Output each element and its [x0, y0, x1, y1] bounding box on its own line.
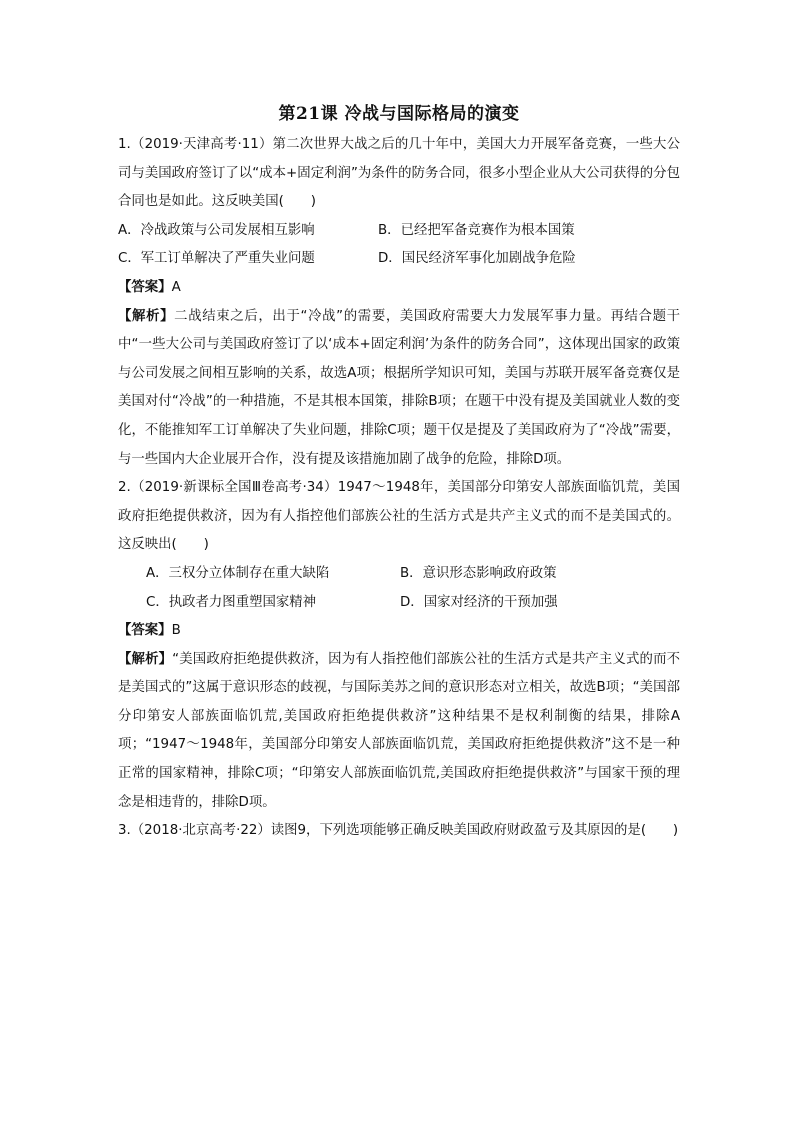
- question-1-option-d: D．国民经济军事化加剧战争危险: [378, 251, 576, 267]
- question-1-answer: [118, 274, 680, 303]
- question-1-options-row-2: [118, 245, 680, 274]
- question-2-stem: 2.（2019·新课标全国Ⅲ卷高考·34）1947～1948年，美国部分印第安人部族面临饥荒，美国政府拒绝提供救济，因为有人指控他们部族公社的生活方式是共产主义式的而不是美国式的。这反映出( ): [118, 480, 680, 553]
- question-2-options-row-2: [118, 589, 680, 618]
- answer-label: 【答案】: [118, 279, 172, 295]
- question-2-option-c: C．执政者力图重塑国家精神: [146, 594, 317, 610]
- question-2-options-row-1: [118, 560, 680, 589]
- analysis-text: “美国政府拒绝提供救济，因为有人指控他们部族公社的生活方式是共产主义式的而不是美国式的”这属于意识形态的歧视，与国际美苏之间的意识形态对立相关，故选B项；“美国部分印第安人部族面临饥荒,美国政府拒绝提供救济”这种结果不是权利制衡的结果，排除A项；“1947～1948年，美国部分印第安人部族面临饥荒，美国政府拒绝提供救济”这不是一种正常的国家精神，排除C项；“印第安人部族面临饥荒,美国政府拒绝提供救济”与国家干预的理念是相违背的，排除D项。: [118, 651, 681, 810]
- analysis-label: 【解析】: [118, 308, 175, 324]
- document-page: [118, 100, 680, 846]
- question-1-options-row-1: [118, 217, 680, 246]
- question-1-analysis: [118, 303, 680, 475]
- answer-value: A: [171, 279, 181, 295]
- question-2-analysis: [118, 646, 680, 818]
- question-1-option-a: A．冷战政策与公司发展相互影响: [118, 222, 315, 238]
- question-2-option-d: D．国家对经济的干预加强: [400, 594, 558, 610]
- question-3-stem: 3.（2018·北京高考·22）读图9，下列选项能够正确反映美国政府财政盈亏及其原因的是( ): [118, 823, 679, 839]
- question-2-answer: [118, 617, 680, 646]
- question-2-option-b: B．意识形态影响政府政策: [400, 565, 557, 581]
- question-1-option-c: C．军工订单解决了严重失业问题: [118, 251, 315, 267]
- analysis-text: 二战结束之后，出于“冷战”的需要，美国政府需要大力发展军事力量。再结合题干中“一些大公司与美国政府签订了以‘成本+固定利润’为条件的防务合同”，这体现出国家的政策与公司发展之间相互影响的关系，故选A项；根据所学知识可知，美国与苏联开展军备竞赛仅是美国对付“冷战”的一种措施，不是其根本国策，排除B项；在题干中没有提及美国就业人数的变化，不能推知军工订单解决了失业问题，排除C项；题干仅是提及了美国政府为了“冷战”需要，与一些国内大企业展开合作，没有提及该措施加剧了战争的危险，排除D项。: [118, 308, 681, 467]
- analysis-label: 【解析】: [118, 651, 173, 667]
- question-1-stem: 1.（2019·天津高考·11）第二次世界大战之后的几十年中，美国大力开展军备竞赛，一些大公司与美国政府签订了以“成本+固定利润”为条件的防务合同，很多小型企业从大公司获得的分包合同也是如此。这反映美国( ): [118, 137, 680, 210]
- answer-label: 【答案】: [118, 623, 172, 639]
- answer-value: B: [171, 623, 181, 639]
- question-1-option-b: B．已经把军备竞赛作为根本国策: [378, 222, 575, 238]
- page-title: 第21课 冷战与国际格局的演变: [278, 104, 520, 124]
- question-2-option-a: A．三权分立体制存在重大缺陷: [146, 565, 330, 581]
